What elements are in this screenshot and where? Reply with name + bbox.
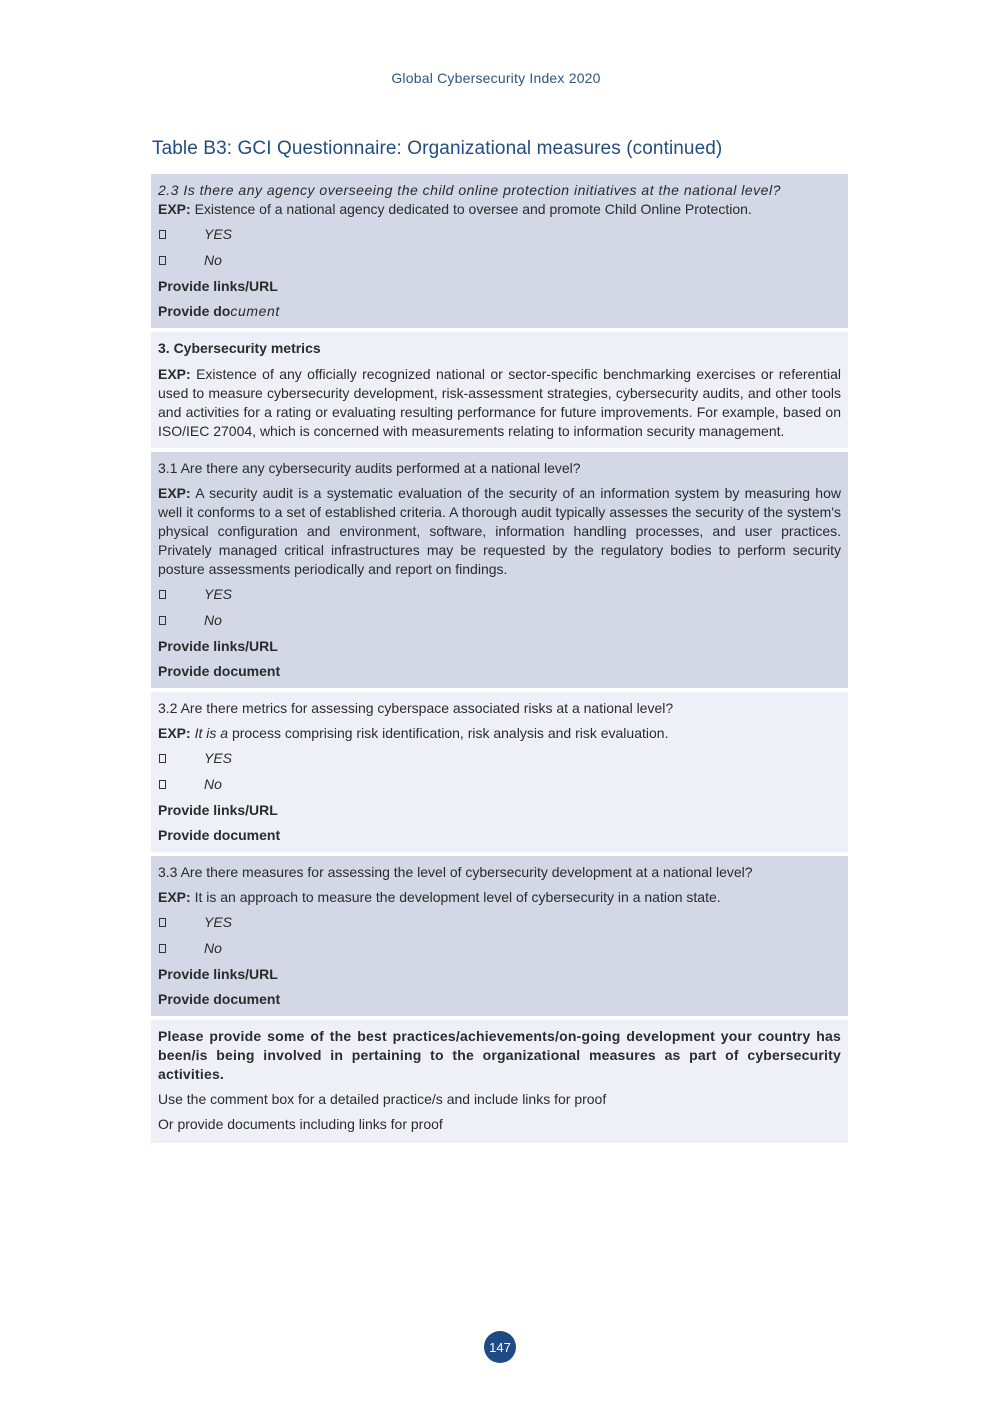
provide-document-label: Provide document: [158, 991, 281, 1007]
question-3-2-text: 3.2 Are there metrics for assessing cyberspace associated risks at a national level?: [158, 700, 674, 716]
option-label: No: [204, 940, 222, 956]
provide-document-label: [158, 302, 841, 321]
best-practices-line-2: Or provide documents including links for proof: [158, 1116, 443, 1132]
exp-italic: It is a: [194, 725, 229, 741]
checkbox-icon[interactable]: [159, 230, 166, 239]
checkbox-icon[interactable]: [159, 754, 166, 763]
best-practices-prompt: Please provide some of the best practices/achievements/on-going development your country has been/is being involved in pertaining to the organizational measures as part of cybersecurity activities.: [158, 1028, 841, 1082]
question-3-2-exp: [158, 724, 841, 743]
question-3-3-text: 3.3 Are there measures for assessing the level of cybersecurity development at a national level?: [158, 864, 753, 880]
provide-document-italic: cument: [230, 303, 280, 319]
question-2-3-block: [151, 174, 848, 328]
option-label: No: [204, 612, 222, 628]
question-3-3-exp: [158, 888, 841, 907]
exp-text: Existence of a national agency dedicated to oversee and promote Child Online Protection.: [194, 201, 752, 217]
running-header: Global Cybersecurity Index 2020: [391, 70, 601, 86]
question-3-1-exp: [158, 484, 841, 579]
exp-label: EXP:: [158, 201, 191, 217]
option-label: YES: [204, 586, 233, 602]
page-number-badge: 147: [484, 1331, 516, 1363]
checkbox-icon[interactable]: [159, 616, 166, 625]
option-no[interactable]: [158, 775, 841, 794]
exp-label: EXP:: [158, 725, 191, 741]
option-no[interactable]: [158, 611, 841, 630]
provide-document-label: Provide document: [158, 663, 281, 679]
provide-links-label: Provide links/URL: [158, 966, 278, 982]
question-3-1-block: [151, 452, 848, 688]
option-yes[interactable]: [158, 585, 841, 604]
option-label: YES: [204, 914, 233, 930]
checkbox-icon[interactable]: [159, 918, 166, 927]
provide-document-label: Provide document: [158, 827, 281, 843]
provide-links-label: Provide links/URL: [158, 278, 278, 294]
question-3-2-block: [151, 692, 848, 852]
option-yes[interactable]: [158, 225, 841, 244]
provide-document-bold: Provide do: [158, 303, 231, 319]
exp-text: Existence of any officially recognized national or sector-specific benchmarking exercises or referential used to measure cybersecurity development, risk-assessment strategies, cybersecurity audits, and other tools and activities for a rating or evaluating resulting performance for future improvements. For example, based on ISO/IEC 27004, which is concerned with measurements relating to information security management.: [158, 366, 841, 439]
checkbox-icon[interactable]: [159, 944, 166, 953]
checkbox-icon[interactable]: [159, 780, 166, 789]
exp-label: EXP:: [158, 485, 191, 501]
best-practices-block: [151, 1020, 848, 1143]
question-2-3-exp: [158, 200, 841, 219]
option-no[interactable]: [158, 251, 841, 270]
exp-label: EXP:: [158, 889, 191, 905]
option-yes[interactable]: [158, 749, 841, 768]
option-no[interactable]: [158, 939, 841, 958]
section-3-exp: [158, 365, 841, 441]
question-3-3-block: [151, 856, 848, 1016]
exp-label: EXP:: [158, 366, 191, 382]
option-label: No: [204, 252, 222, 268]
question-3-1-text: 3.1 Are there any cybersecurity audits performed at a national level?: [158, 460, 581, 476]
checkbox-icon[interactable]: [159, 590, 166, 599]
section-3-heading: 3. Cybersecurity metrics: [158, 340, 321, 356]
questionnaire-table: [151, 174, 848, 1147]
option-label: YES: [204, 750, 233, 766]
option-yes[interactable]: [158, 913, 841, 932]
exp-text: A security audit is a systematic evaluation of the security of an information system by measuring how well it conforms to a set of established criteria. A thorough audit typically assesses the security of the system's physical configuration and environment, software, information handling processes, and user practices. Privately managed critical infrastructures may be requested by the regulatory bodies to perform security posture assessments periodically and report on findings.: [158, 485, 841, 577]
table-title: Table B3: GCI Questionnaire: Organizational measures (continued): [152, 138, 723, 159]
provide-links-label: Provide links/URL: [158, 802, 278, 818]
option-label: YES: [204, 226, 233, 242]
best-practices-line-1: Use the comment box for a detailed practice/s and include links for proof: [158, 1091, 607, 1107]
exp-text: It is an approach to measure the development level of cybersecurity in a nation state.: [194, 889, 721, 905]
exp-text: process comprising risk identification, risk analysis and risk evaluation.: [231, 725, 669, 741]
section-3-block: [151, 332, 848, 448]
option-label: No: [204, 776, 222, 792]
checkbox-icon[interactable]: [159, 256, 166, 265]
provide-links-label: Provide links/URL: [158, 638, 278, 654]
question-2-3-text: 2.3 Is there any agency overseeing the child online protection initiatives at the national level?: [158, 182, 781, 198]
